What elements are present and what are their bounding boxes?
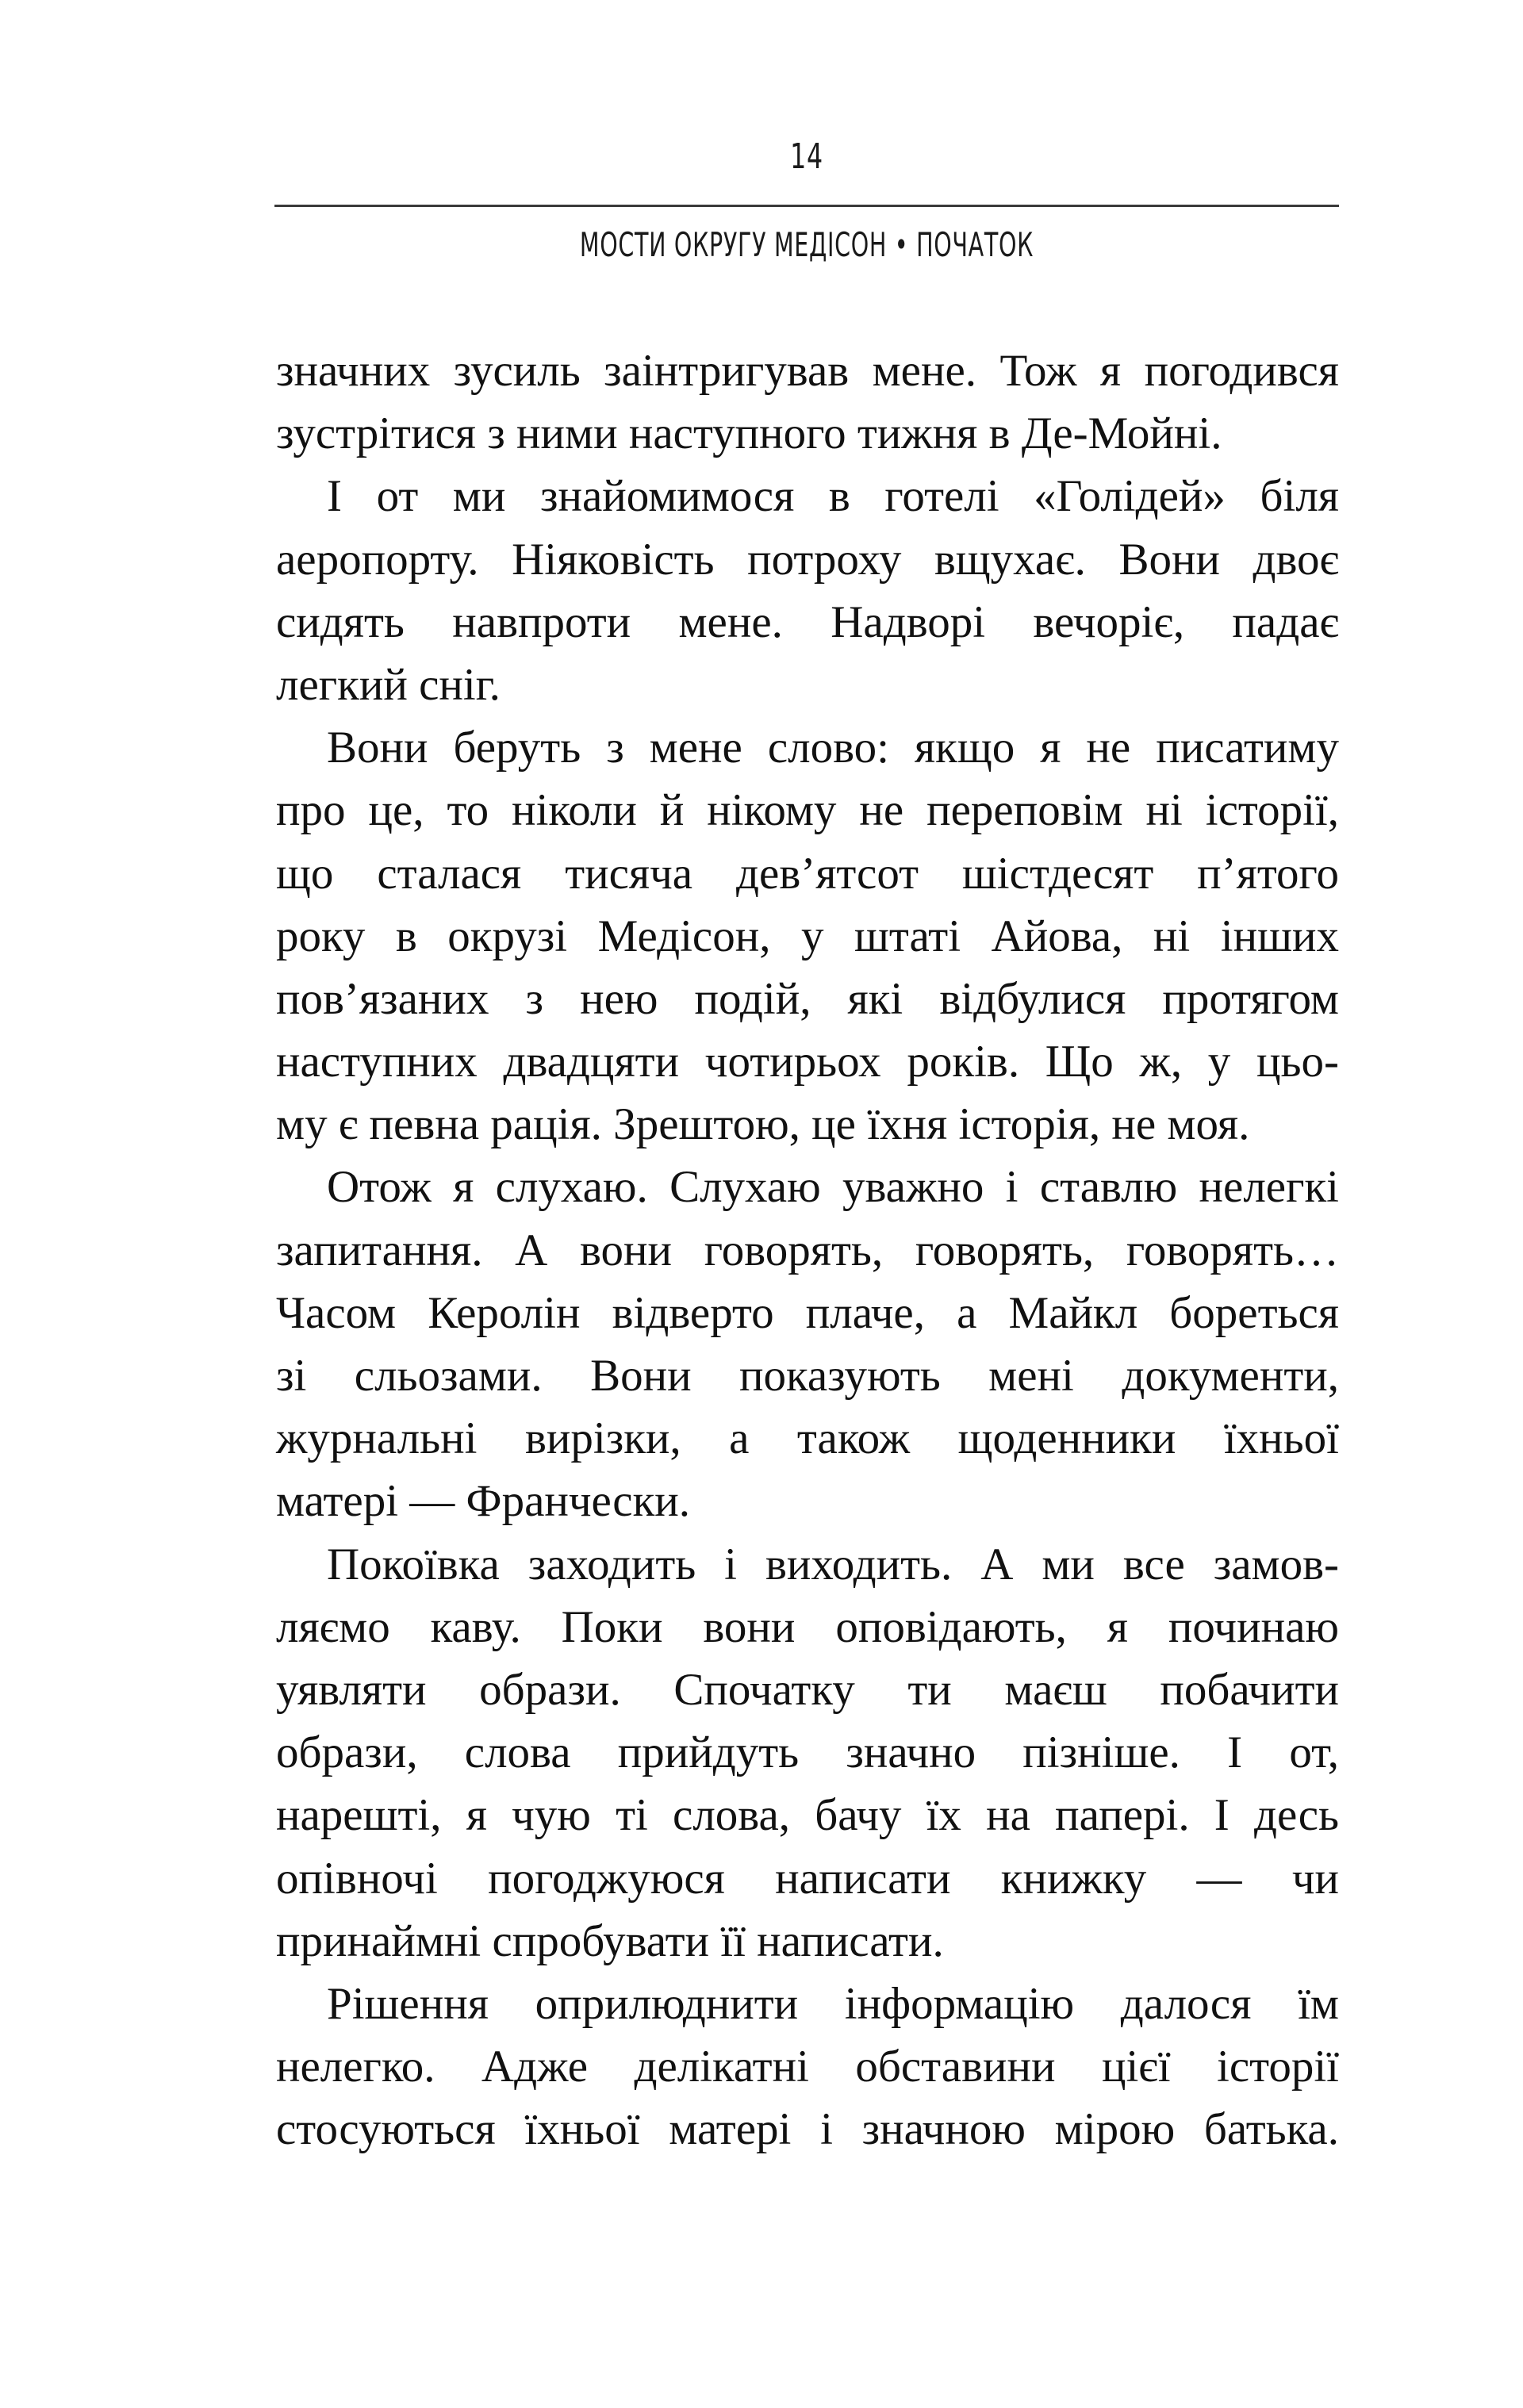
text-line: матері — Франчески. (276, 1476, 691, 1527)
body-text (276, 339, 1339, 2161)
text-line: Отож я слухаю. Слухаю уважно і ставлю нелегкі (327, 1162, 1339, 1213)
text-line: журнальні вирізки, а також щоденники їхньої (276, 1413, 1339, 1464)
text-line: Покоївка заходить і виходить. А ми все замов- (327, 1539, 1339, 1589)
text-line: легкий сніг. (276, 659, 501, 710)
text-line: нелегко. Адже делікатні обставини цієї історії (276, 2042, 1339, 2092)
text-line: опівночі погоджуюся написати книжку — чи (276, 1853, 1339, 1904)
text-line: Рішення оприлюднити інформацію далося їм (327, 1978, 1339, 2029)
text-line: нарешті, я чую ті слова, бачу їх на папері. І десь (276, 1790, 1339, 1841)
text-line: образи, слова прийдуть значно пізніше. І от, (276, 1727, 1339, 1778)
text-line: зі сльозами. Вони показують мені документи, (276, 1351, 1339, 1401)
text-line: що сталася тисяча дев’ятсот шістдесят п’ятого (276, 848, 1339, 899)
text-line: стосуються їхньої матері і значною мірою батька. (276, 2104, 1339, 2155)
text-line: Часом Керолін відверто плаче, а Майкл бореться (276, 1287, 1339, 1338)
text-line: року в окрузі Медісон, у штаті Айова, ні інших (276, 911, 1339, 961)
text-line: про це, то ніколи й нікому не переповім ні історії, (276, 785, 1339, 836)
text-line: пов’язаних з нею подій, які відбулися протягом (276, 973, 1339, 1024)
text-line: значних зусиль заінтригував мене. Тож я погодився (276, 346, 1339, 396)
text-line: уявляти образи. Спочатку ти маєш побачити (276, 1664, 1339, 1715)
text-line: наступних двадцяти чотирьох років. Що ж, у цьо- (276, 1037, 1339, 1087)
text-line: аеропорту. Ніяковість потроху вщухає. Вони двоє (276, 534, 1339, 585)
header-rule (274, 205, 1339, 207)
text-line: зустрітися з ними наступного тижня в Де-Мойні. (276, 408, 1222, 459)
running-head: МОСТИ ОКРУГУ МЕДІСОН • ПОЧАТОК (579, 225, 1034, 264)
text-line: сидять навпроти мене. Надворі вечоріє, падає (276, 596, 1339, 647)
text-line: запитання. А вони говорять, говорять, говорять… (276, 1225, 1339, 1275)
page-number: 14 (790, 136, 823, 177)
text-line: принаймні спробувати її написати. (276, 1915, 944, 1966)
text-line: му є певна рація. Зрештою, це їхня історія, не моя. (276, 1099, 1250, 1150)
text-line: Вони беруть з мене слово: якщо я не писатиму (327, 723, 1339, 773)
text-line: І от ми знайомимося в готелі «Голідей» біля (327, 471, 1339, 522)
text-line: ляємо каву. Поки вони оповідають, я починаю (276, 1601, 1339, 1652)
